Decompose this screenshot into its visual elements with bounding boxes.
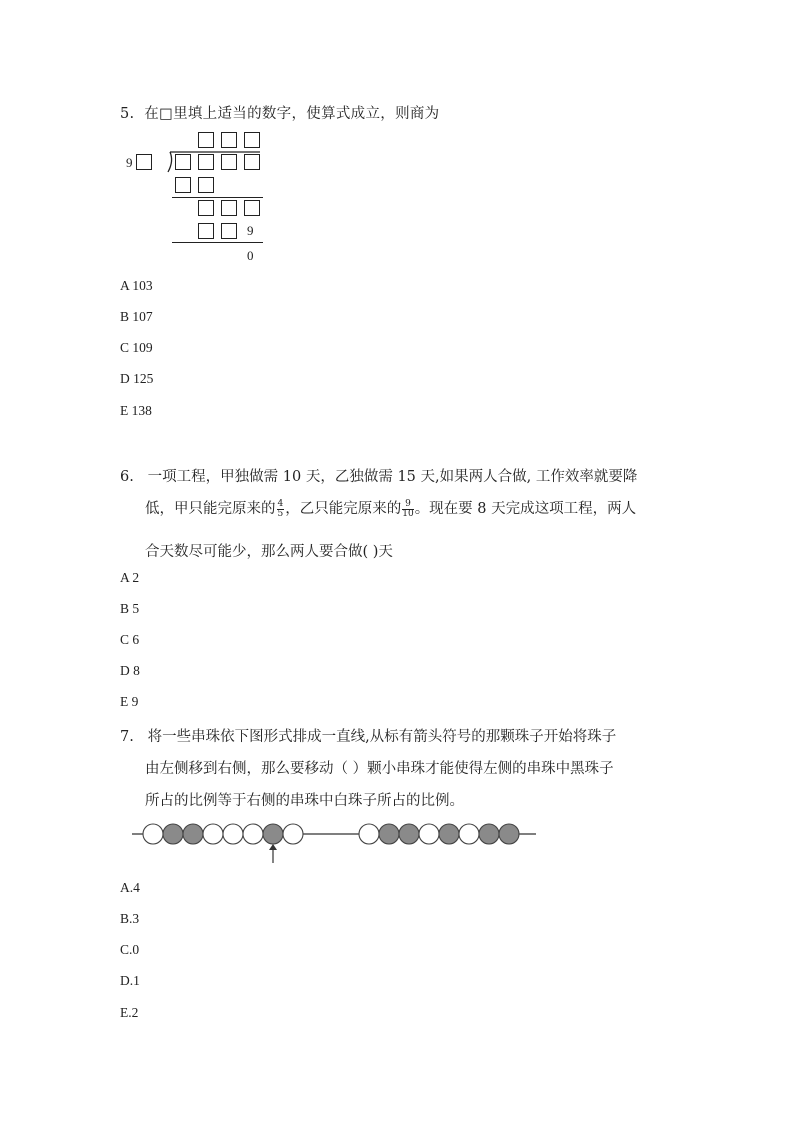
question-text: ，乙只能完原来的 (285, 501, 402, 517)
bead-string-figure (130, 818, 540, 866)
product2-digit: 9 (247, 223, 254, 238)
quotient-box-3 (244, 132, 260, 148)
question-number: 7. (120, 729, 134, 745)
question-5 (120, 102, 439, 123)
fraction-denominator: 5 (277, 508, 284, 519)
option-b[interactable]: B 107 (120, 309, 153, 324)
question-text: 将一些串珠依下图形式排成一直线,从标有箭头符号的那颗珠子开始将珠子 (147, 729, 617, 745)
left-bead-5 (223, 824, 243, 844)
left-bead-8 (283, 824, 303, 844)
option-c[interactable]: C 6 (120, 632, 140, 647)
option-c[interactable]: C 109 (120, 340, 153, 355)
quotient-box-2 (221, 132, 237, 148)
fraction-numerator: 4 (277, 498, 284, 509)
dividend-box-1 (175, 154, 191, 170)
right-bead-8 (499, 824, 519, 844)
option-e[interactable]: E.2 (120, 1005, 139, 1020)
right-bead-3 (399, 824, 419, 844)
option-b[interactable]: B 5 (120, 601, 140, 616)
question-number: 5. (120, 106, 135, 122)
dividend-box-3 (221, 154, 237, 170)
question-6-line-2 (145, 497, 636, 519)
remainder-box-3 (244, 200, 260, 216)
arrow-up-icon (269, 844, 277, 850)
days-value: 8 (477, 501, 487, 517)
right-bead-4 (419, 824, 439, 844)
right-bead-7 (479, 824, 499, 844)
divisor-box (136, 154, 152, 170)
option-d[interactable]: D.1 (120, 973, 140, 988)
quotient-box-1 (198, 132, 214, 148)
remainder-box-1 (198, 200, 214, 216)
product1-box-1 (175, 177, 191, 193)
fraction-9-10 (402, 500, 413, 519)
left-bead-4 (203, 824, 223, 844)
dividend-box-2 (198, 154, 214, 170)
product2-box-2 (221, 223, 237, 239)
right-bead-5 (439, 824, 459, 844)
question-7-line-3: 所占的比例等于右侧的串珠中白珠子所占的比例。 (145, 793, 464, 809)
question-7-line-1 (120, 725, 616, 746)
option-e[interactable]: E 9 (120, 694, 139, 709)
left-bead-1 (143, 824, 163, 844)
final-remainder: 0 (247, 248, 254, 263)
question-text: 低，甲只能完原来的 (145, 501, 276, 517)
question-text: 一项工程，甲独做需 10 天，乙独做需 15 天,如果两人合做, 工作效率就要降 (147, 469, 638, 485)
question-text: 天完成这项工程，两人 (491, 501, 637, 517)
right-bead-2 (379, 824, 399, 844)
question-6-line-3: 合天数尽可能少，那么两人要合做( )天 (145, 544, 393, 560)
subtraction-line-1 (172, 197, 263, 198)
fraction-numerator: 9 (402, 500, 413, 510)
option-c[interactable]: C.0 (120, 942, 140, 957)
subtraction-line-2 (172, 242, 263, 243)
question-7-line-2: 由左侧移到右侧，那么要移动（ ）颗小串珠才能使得左侧的串珠中黑珠子 (145, 761, 614, 777)
right-bead-1 (359, 824, 379, 844)
left-bead-6 (243, 824, 263, 844)
fraction-denominator: 10 (402, 508, 414, 519)
left-bead-7 (263, 824, 283, 844)
dividend-box-4 (244, 154, 260, 170)
product1-box-2 (198, 177, 214, 193)
question-6-line-1 (120, 465, 637, 486)
option-a[interactable]: A 103 (120, 278, 153, 293)
divisor-digit: 9 (126, 155, 133, 170)
option-d[interactable]: D 8 (120, 663, 140, 678)
left-bead-2 (163, 824, 183, 844)
right-bead-6 (459, 824, 479, 844)
option-a[interactable]: A 2 (120, 570, 140, 585)
option-a[interactable]: A.4 (120, 880, 140, 895)
question-number: 6. (120, 469, 134, 485)
remainder-box-2 (221, 200, 237, 216)
option-e[interactable]: E 138 (120, 403, 152, 418)
fraction-4-5 (277, 500, 285, 519)
product2-box-1 (198, 223, 214, 239)
option-d[interactable]: D 125 (120, 371, 154, 386)
left-bead-3 (183, 824, 203, 844)
question-text: 在□里填上适当的数字，使算式成立，则商为 (144, 106, 440, 122)
option-b[interactable]: B.3 (120, 911, 140, 926)
question-text: 。现在要 (414, 501, 473, 517)
